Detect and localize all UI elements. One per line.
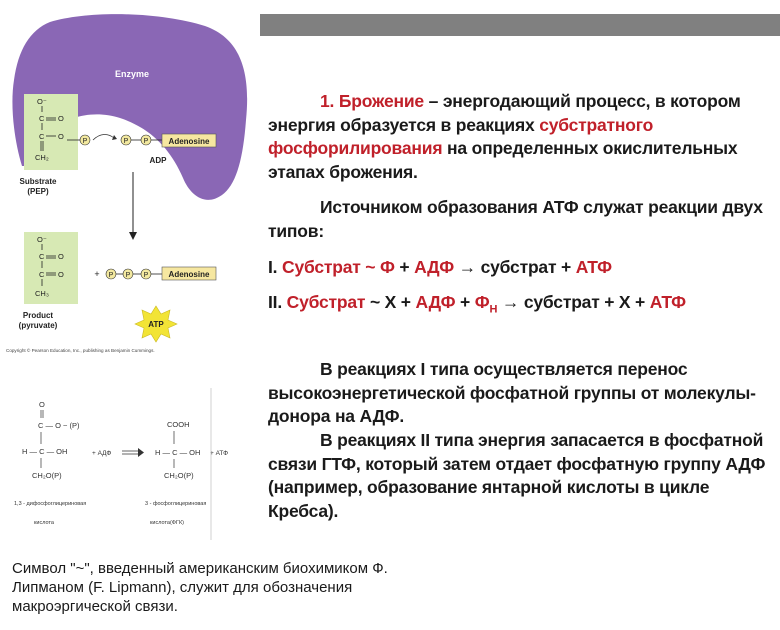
figure-label: кислота(ФГК): [150, 520, 184, 526]
figure-label: Adenosine: [168, 270, 210, 279]
enzyme-label: Enzyme: [114, 69, 150, 79]
figure-label: 3 - фосфоглицериновая: [145, 501, 207, 507]
figure-label: кислота: [34, 520, 54, 526]
figure-label: O: [58, 270, 64, 279]
figure-label: C — O ~ (P): [38, 421, 80, 430]
figure-label: ATP: [148, 320, 164, 329]
figure-label: C: [39, 270, 45, 279]
figure-label: Adenosine: [168, 137, 210, 146]
paragraph-atp-sources: Источником образования АТФ служат реакции двух типов:: [268, 197, 763, 241]
figure-label: H — C — OH: [155, 448, 201, 457]
figure-label: CH₂: [35, 153, 49, 162]
figure-label: P: [123, 138, 129, 145]
reaction-type-1: I. Субстрат ~ Ф + АДФ → субстрат + АТФ: [268, 256, 612, 277]
figure-label: P: [143, 138, 149, 145]
figure-label: CH₂O(P): [32, 471, 62, 480]
lipmann-note: Символ "~", введенный американским биохимиком Ф. Липманом (F. Lipmann), служит для обозначения макроэргической связи.: [12, 560, 388, 615]
figure-label: P: [143, 272, 149, 279]
figure-label: (pyruvate): [18, 321, 58, 330]
reaction-type-2: II. Субстрат ~ Х + АДФ + $Ф_Н$ → субстрат + Х + АТФ: [268, 292, 686, 316]
figure-label: Product: [22, 311, 54, 320]
figure-label: + АТФ: [210, 450, 229, 457]
figure-label: CH₂O(P): [164, 471, 194, 480]
figure-label: Substrate: [19, 177, 57, 186]
figure-label: C: [39, 114, 45, 123]
figure-label: Copyright © Pearson Education, Inc., publishing as Benjamin Cummings.: [6, 348, 155, 353]
main-text: [268, 90, 776, 523]
figure-label: P: [82, 138, 88, 145]
figure-label: O: [58, 114, 64, 123]
paragraph-type-1: В реакциях I типа осуществляется перенос высокоэнергетической фосфатной группы от молекулы-донора на АДФ.: [268, 359, 756, 427]
figure-label: O⁻: [37, 97, 47, 106]
product-box: [24, 232, 78, 304]
figure-label: ADP: [149, 156, 167, 165]
figure-label: C: [39, 252, 45, 261]
arrow-icon: [93, 134, 114, 140]
paragraph-fermentation: 1. Брожение – энергодающий процесс, в котором энергия образуется в реакциях субстратного фосфорилирования на определенных окислительных этапах брожения.: [268, 91, 741, 182]
figure-label: P: [125, 272, 131, 279]
figure-label: CH₃: [35, 289, 49, 298]
figure-label: +: [94, 269, 100, 279]
phosphoglycerate-reaction: [14, 400, 228, 526]
figure-label: O⁻: [37, 235, 47, 244]
figure-label: H — C — OH: [22, 447, 68, 456]
substrate-box: [24, 94, 78, 170]
figure-label: C: [39, 132, 45, 141]
paragraph-type-2: В реакциях II типа энергия запасается в фосфатной связи ГТФ, который затем отдает фосфатную группу АДФ (например, образование янтарной кислоты в цикле Кребса).: [268, 430, 766, 521]
figure-label: O: [39, 400, 45, 409]
figure-label: O: [58, 252, 64, 261]
figure-label: 1,3 - дифосфоглицериновая: [14, 501, 87, 507]
figure-label: O: [58, 132, 64, 141]
figure-label: P: [108, 272, 114, 279]
figure-label: COOH: [167, 420, 190, 429]
figure-label: + АДФ: [92, 450, 112, 457]
figure-label: (PEP): [27, 187, 49, 196]
